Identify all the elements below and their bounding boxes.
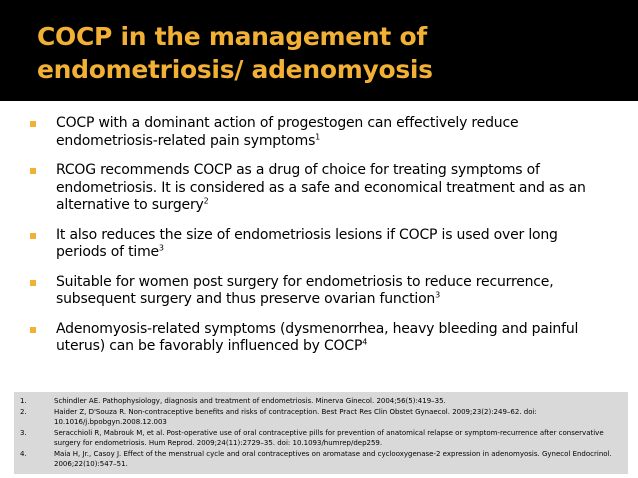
reference-item [20, 449, 620, 470]
reference-item [20, 428, 620, 449]
bullet-item [30, 321, 610, 356]
bullet-marker-icon [30, 168, 36, 174]
bullet-text: Suitable for women post surgery for endometriosis to reduce recurrence, subsequent surgery and thus preserve ovarian function [56, 273, 554, 307]
reference-number: 2. [20, 407, 27, 416]
reference-number: 1. [20, 397, 27, 405]
reference-item [20, 407, 620, 428]
citation-superscript: 3 [435, 290, 441, 300]
citation-superscript: 2 [203, 196, 209, 206]
reference-text: Seracchioli R, Mabrouk M, et al. Post-operative use of oral contraceptive pills for prevention of anatomical relapse or symptom-recurrence after conservative surgery for endometriosis. Hum Reprod. 2009;24(11):2729–35. doi: 10.1093/humrep/dep259. [54, 428, 604, 447]
title-bar [0, 0, 638, 101]
bullet-item [30, 115, 610, 150]
reference-number: 3. [20, 428, 27, 437]
reference-item [20, 396, 620, 407]
bullet-text: RCOG recommends COCP as a drug of choice for treating symptoms of endometriosis. It is considered as a safe and economical treatment and as an alternative to surgery [56, 162, 586, 213]
reference-text: Maia H, Jr., Casoy J. Effect of the menstrual cycle and oral contraceptives on aromatase and cyclooxygenase-2 expression in adenomyosis. Gynecol Endocrinol. 2006;22(10):547–51. [54, 449, 612, 468]
citation-superscript: 1 [315, 131, 321, 141]
bullet-item [30, 162, 610, 215]
reference-text: Schindler AE. Pathophysiology, diagnosis and treatment of endometriosis. Minerva Ginecol. 2004;56(5):419–35. [54, 397, 446, 405]
bullet-item [30, 274, 610, 309]
bullet-text: COCP with a dominant action of progestogen can effectively reduce endometriosis-related pain symptoms [56, 115, 519, 149]
reference-number: 4. [20, 449, 27, 458]
bullet-text: Adenomyosis-related symptoms (dysmenorrhea, heavy bleeding and painful uterus) can be favorably influenced by COCP [56, 320, 579, 354]
bullet-text: It also reduces the size of endometriosis lesions if COCP is used over long periods of time [56, 226, 558, 260]
bullet-marker-icon [30, 233, 36, 239]
bullet-list [30, 115, 610, 368]
citation-superscript: 4 [362, 337, 368, 347]
citation-superscript: 3 [158, 243, 164, 253]
bullet-marker-icon [30, 121, 36, 127]
bullet-marker-icon [30, 327, 36, 333]
references-box [14, 392, 628, 474]
slide-title: COCP in the management of endometriosis/ adenomyosis [37, 22, 433, 84]
bullet-marker-icon [30, 280, 36, 286]
reference-text: Haider Z, D'Souza R. Non-contraceptive benefits and risks of contraception. Best Pract Res Clin Obstet Gynaecol. 2009;23(2):249–62. doi: 10.1016/j.bpobgyn.2008.12.003 [54, 407, 537, 426]
bullet-item [30, 227, 610, 262]
